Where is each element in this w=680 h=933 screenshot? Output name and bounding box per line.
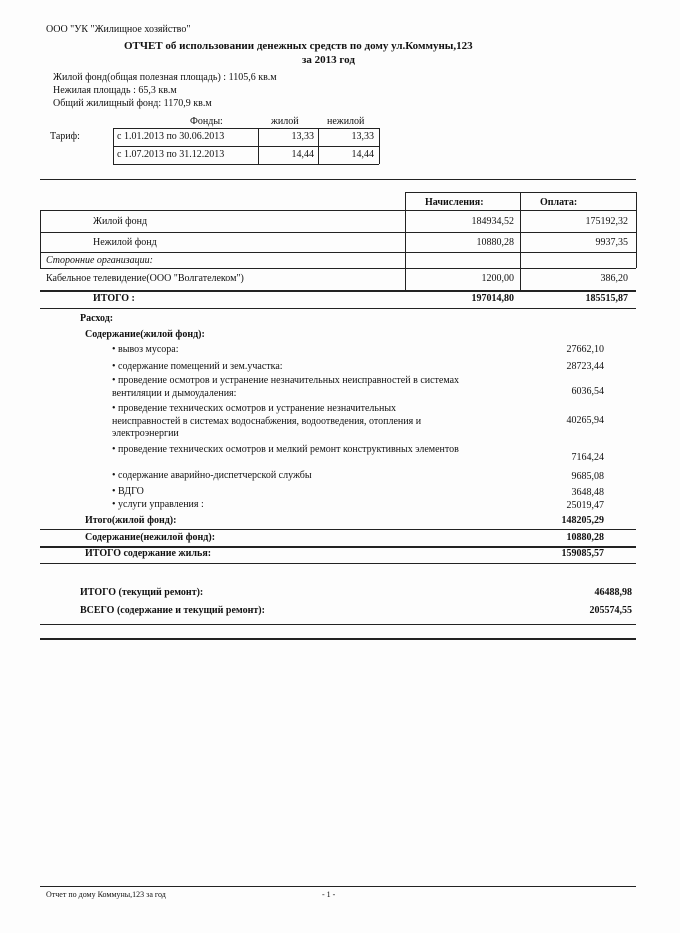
income-living-name: Жилой фонд xyxy=(93,216,148,227)
tariff-period-1: с 1.01.2013 по 30.06.2013 xyxy=(117,131,225,142)
divider xyxy=(40,563,636,564)
expense-item-value: 40265,94 xyxy=(566,415,604,426)
income-nonliving-accrued: 10880,28 xyxy=(476,237,514,248)
expense-item-name: • содержание аварийно-диспетчерской службы xyxy=(112,470,312,481)
tariff-label: Тариф: xyxy=(50,131,80,142)
divider xyxy=(40,529,636,530)
divider xyxy=(40,624,636,625)
page-number: - 1 - xyxy=(322,890,336,899)
maintenance-living-label: Содержание(жилой фонд): xyxy=(85,329,205,340)
divider xyxy=(40,638,636,640)
expense-item-name: • услуги управления : xyxy=(112,499,204,510)
income-cable-accrued: 1200,00 xyxy=(481,273,514,284)
third-party-label: Сторонние организации: xyxy=(46,255,153,266)
area-total: Общий жилищный фонд: 1170,9 кв.м xyxy=(53,98,212,109)
tariff-nonliving-2: 14,44 xyxy=(351,149,374,160)
expenses-label: Расход: xyxy=(80,313,114,324)
income-total-accrued: 197014,80 xyxy=(471,293,514,304)
expense-item-value: 3648,48 xyxy=(571,487,604,498)
total-maintenance-value: 159085,57 xyxy=(561,548,604,559)
expense-item-value: 28723,44 xyxy=(566,361,604,372)
expense-item-value: 7164,24 xyxy=(571,452,604,463)
tariff-col-living: жилой xyxy=(271,116,299,127)
income-col-paid: Оплата: xyxy=(540,197,578,208)
tariff-living-2: 14,44 xyxy=(291,149,314,160)
income-nonliving-paid: 9937,35 xyxy=(595,237,628,248)
income-cable-name: Кабельное телевидение(ООО "Волгателеком") xyxy=(46,273,244,284)
expense-item-name: • вывоз мусора: xyxy=(112,344,179,355)
tariff-nonliving-1: 13,33 xyxy=(351,131,374,142)
total-repair-label: ИТОГО (текущий ремонт): xyxy=(80,587,204,598)
expense-item-value: 6036,54 xyxy=(571,386,604,397)
grand-total-label: ВСЕГО (содержание и текущий ремонт): xyxy=(80,605,265,616)
report-title: ОТЧЕТ об использовании денежных средств по дому ул.Коммуны,123 xyxy=(124,40,473,52)
subtotal-living-value: 148205,29 xyxy=(561,515,604,526)
tariff-living-1: 13,33 xyxy=(291,131,314,142)
divider xyxy=(40,179,636,180)
expense-item-name: • проведение осмотров и устранение незначительных неисправностей в системах вентиляции и дымоудаления: xyxy=(112,375,460,399)
income-total-paid: 185515,87 xyxy=(585,293,628,304)
area-living: Жилой фонд(общая полезная площадь) : 1105,6 кв.м xyxy=(53,72,277,83)
income-nonliving-name: Нежилой фонд xyxy=(93,237,157,248)
total-maintenance-label: ИТОГО содержание жилья: xyxy=(85,548,212,559)
organization-name: ООО "УК "Жилищное хозяйство" xyxy=(46,24,191,35)
expense-item-value: 27662,10 xyxy=(566,344,604,355)
expense-item-name: • проведение технических осмотров и мелкий ремонт конструктивных элементов xyxy=(112,444,459,455)
income-living-paid: 175192,32 xyxy=(585,216,628,227)
tariff-col-funds: Фонды: xyxy=(190,116,223,127)
divider xyxy=(40,308,636,309)
expense-item-name: • ВДГО xyxy=(112,486,144,497)
total-repair-value: 46488,98 xyxy=(594,587,632,598)
report-period: за 2013 год xyxy=(302,54,355,66)
maintenance-nonliving-value: 10880,28 xyxy=(566,532,604,543)
footer-text: Отчет по дому Коммуны,123 за год xyxy=(46,890,166,899)
footer-divider xyxy=(40,886,636,887)
income-living-accrued: 184934,52 xyxy=(471,216,514,227)
area-nonliving: Нежилая площадь : 65,3 кв.м xyxy=(53,85,177,96)
expense-item-value: 25019,47 xyxy=(566,500,604,511)
subtotal-living-label: Итого(жилой фонд): xyxy=(85,515,177,526)
maintenance-nonliving-label: Содержание(нежилой фонд): xyxy=(85,532,216,543)
income-cable-paid: 386,20 xyxy=(600,273,628,284)
tariff-period-2: с 1.07.2013 по 31.12.2013 xyxy=(117,149,225,160)
tariff-col-nonliving: нежилой xyxy=(327,116,365,127)
income-total-label: ИТОГО : xyxy=(93,293,135,304)
expense-item-name: • проведение технических осмотров и устранение незначительных неисправностей в системах водоснабжения, водоотведения, отопления и электроэнергии xyxy=(112,403,422,439)
income-col-accrued: Начисления: xyxy=(425,197,484,208)
expense-item-value: 9685,08 xyxy=(571,471,604,482)
expense-item-name: • содержание помещений и зем.участка: xyxy=(112,361,283,372)
grand-total-value: 205574,55 xyxy=(589,605,632,616)
